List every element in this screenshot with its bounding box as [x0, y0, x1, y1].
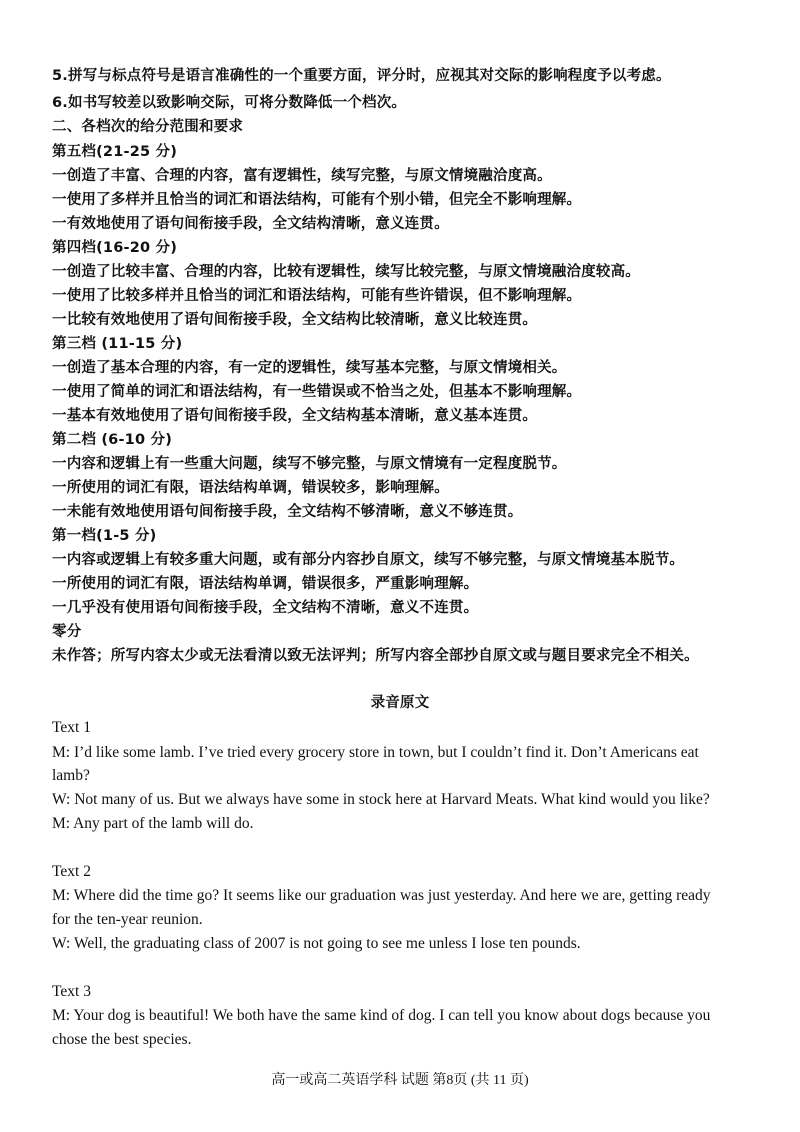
- band3-item: 一使用了简单的词汇和语法结构，有一些错误或不恰当之处，但基本不影响理解。: [52, 384, 582, 400]
- dialogue-line: M: I’d like some lamb. I’ve tried every grocery store in town, but I couldn’t find it. Don’t Americans eat: [52, 744, 699, 761]
- band1-item: 一所使用的词汇有限，语法结构单调，错误很多，严重影响理解。: [52, 576, 479, 592]
- band4-title: 第四档(16-20 分): [52, 240, 178, 256]
- zero-title: 零分: [52, 624, 82, 640]
- band1-title: 第一档(1-5 分): [52, 528, 157, 544]
- band1-item: 一几乎没有使用语句间衔接手段，全文结构不清晰，意义不连贯。: [52, 600, 479, 616]
- dialogue-line: M: Any part of the lamb will do.: [52, 815, 254, 832]
- section-heading: 二、各档次的给分范围和要求: [52, 119, 244, 135]
- band4-item: 一比较有效地使用了语句间衔接手段，全文结构比较清晰，意义比较连贯。: [52, 312, 538, 328]
- dialogue-line: M: Where did the time go? It seems like our graduation was just yesterday. And here we are, getting ready: [52, 887, 711, 904]
- zero-text: 未作答；所写内容太少或无法看清以致无法评判；所写内容全部抄自原文或与题目要求完全不相关。: [52, 648, 699, 664]
- band5-title: 第五档(21-25 分): [52, 144, 178, 160]
- band4-item: 一使用了比较多样并且恰当的词汇和语法结构，可能有些许错误，但不影响理解。: [52, 288, 582, 304]
- band5-item: 一有效地使用了语句间衔接手段，全文结构清晰，意义连贯。: [52, 216, 449, 232]
- dialogue-line: for the ten-year reunion.: [52, 911, 203, 928]
- dialogue-line: chose the best species.: [52, 1031, 192, 1048]
- band4-item: 一创造了比较丰富、合理的内容，比较有逻辑性，续写比较完整，与原文情境融洽度较高。: [52, 264, 640, 280]
- page-footer: 高一或高二英语学科 试题 第8页 (共 11 页): [271, 1073, 529, 1088]
- band3-title: 第三档 (11-15 分): [52, 336, 183, 352]
- dialogue-line: M: Your dog is beautiful! We both have the same kind of dog. I can tell you know about dogs because you: [52, 1007, 711, 1024]
- dialogue-line: W: Well, the graduating class of 2007 is not going to see me unless I lose ten pounds.: [52, 935, 581, 952]
- band5-item: 一使用了多样并且恰当的词汇和语法结构，可能有个别小错，但完全不影响理解。: [52, 192, 582, 208]
- band2-item: 一未能有效地使用语句间衔接手段，全文结构不够清晰，意义不够连贯。: [52, 504, 523, 520]
- band2-item: 一所使用的词汇有限，语法结构单调，错误较多，影响理解。: [52, 480, 449, 496]
- scoring-rule-5: 5.拼写与标点符号是语言准确性的一个重要方面，评分时，应视其对交际的影响程度予以考虑。: [52, 68, 671, 84]
- scoring-rule-6: 6.如书写较差以致影响交际，可将分数降低一个档次。: [52, 95, 407, 111]
- text1-label: Text 1: [52, 719, 91, 736]
- band3-item: 一创造了基本合理的内容，有一定的逻辑性，续写基本完整，与原文情境相关。: [52, 360, 567, 376]
- transcript-heading: 录音原文: [370, 695, 430, 711]
- text2-label: Text 2: [52, 863, 91, 880]
- dialogue-line: W: Not many of us. But we always have some in stock here at Harvard Meats. What kind would you like?: [52, 791, 710, 808]
- band2-title: 第二档 (6-10 分): [52, 432, 173, 448]
- band2-item: 一内容和逻辑上有一些重大问题，续写不够完整，与原文情境有一定程度脱节。: [52, 456, 567, 472]
- band1-item: 一内容或逻辑上有较多重大问题，或有部分内容抄自原文，续写不够完整，与原文情境基本脱节。: [52, 552, 685, 568]
- band3-item: 一基本有效地使用了语句间衔接手段，全文结构基本清晰，意义基本连贯。: [52, 408, 538, 424]
- band5-item: 一创造了丰富、合理的内容，富有逻辑性，续写完整，与原文情境融洽度高。: [52, 168, 552, 184]
- text3-label: Text 3: [52, 983, 91, 1000]
- dialogue-line: lamb?: [52, 767, 90, 784]
